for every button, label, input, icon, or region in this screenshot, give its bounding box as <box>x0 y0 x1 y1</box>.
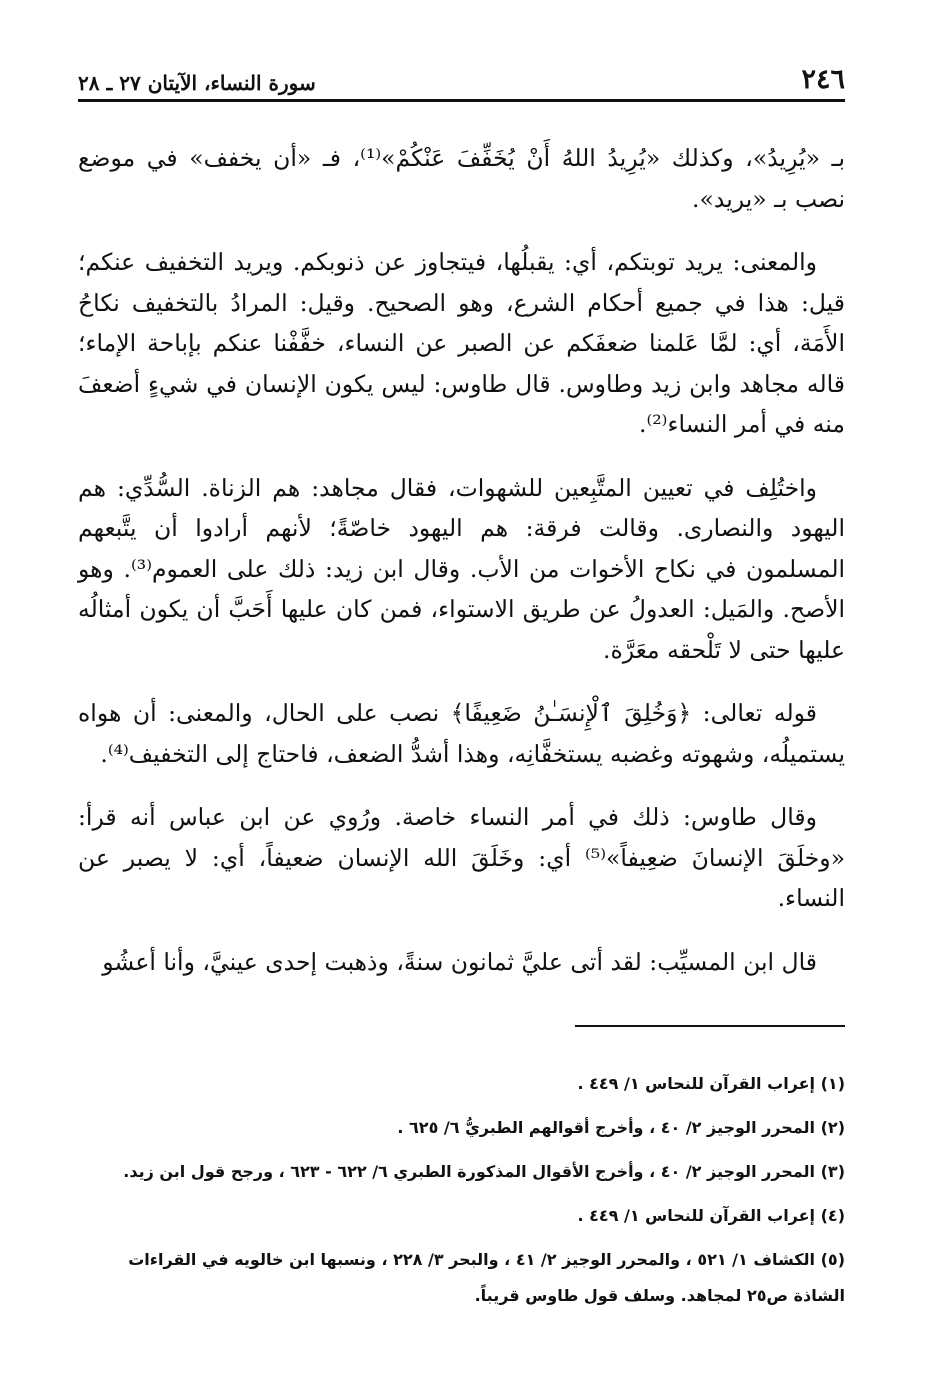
footnotes <box>78 1062 845 1314</box>
paragraph: واختُلِف في تعيين المتَّبِعين للشهوات، فقال مجاهد: هم الزناة. السُّدِّي: هم اليهود والنصارى. وقالت فرقة: هم اليهود خاصّةً؛ لأنهم أرادوا أن يتَّبعهم المسلمون في نكاح الأخوات من الأب. وقال ابن زيد: ذلك على العموم⁽³⁾. وهو الأصح. والمَيل: العدولُ عن طريق الاستواء، فمن كان عليها أَحَبَّ أن يكون أمثالُه عليها حتى لا تَلْحقه معَرَّة. <box>78 473 846 664</box>
paragraph: بـ «يُرِيدُ»، وكذلك «يُرِيدُ اللهُ أَنْ يُخَفِّفَ عَنْكُمْ»⁽¹⁾، فـ «أن يخفف» في موضع نصب بـ «يريد». <box>78 144 845 213</box>
page-header <box>78 60 845 102</box>
footnote: (٣) المحرر الوجيز ٢/ ٤٠ ، وأخرج الأقوال المذكورة الطبري ٦/ ٦٢٢ - ٦٢٣ ، ورجح قول ابن زيد. <box>123 1162 845 1181</box>
paragraph: والمعنى: يريد توبتكم، أي: يقبلُها، فيتجاوز عن ذنوبكم. ويريد التخفيف عنكم؛ قيل: هذا في جميع أحكام الشرع، وهو الصحيح. وقيل: المرادُ بالتخفيف نكاحُ الأَمَة، أي: لمَّا عَلمنا ضعفَكم عن الصبر عن النساء، خفَّفْنا عنكم بإباحة الإماء؛ قاله مجاهد وابن زيد وطاوس. قال طاوس: ليس يكون الإنسان في شيءٍ أضعفَ منه في أمر النساء⁽²⁾. <box>78 248 845 438</box>
page-number: ٢٤٦ <box>801 64 845 95</box>
footnote: (١) إعراب القرآن للنحاس ١/ ٤٤٩ . <box>577 1074 845 1093</box>
paragraph: قوله تعالى: ﴿وَخُلِقَ ٱلْإِنسَـٰنُ ضَعِيفًا﴾ نصب على الحال، والمعنى: أن هواه يستميلُه، وشهوته وغضبه يستخفَّانِه، وهذا أشدُّ الضعف، فاحتاج إلى التخفيف⁽⁴⁾. <box>78 699 845 768</box>
footnote: (٢) المحرر الوجيز ٢/ ٤٠ ، وأخرج أقوالهم الطبريُّ ٦/ ٦٢٥ . <box>397 1118 845 1137</box>
paragraph: قال ابن المسيِّب: لقد أتى عليَّ ثمانون سنةً، وذهبت إحدى عينيَّ، وأنا أعشُو <box>102 947 817 976</box>
footnote-separator <box>575 1025 845 1027</box>
footnote: (٤) إعراب القرآن للنحاس ١/ ٤٤٩ . <box>577 1206 845 1225</box>
main-text <box>78 138 845 1005</box>
footnote: (٥) الكشاف ١/ ٥٢١ ، والمحرر الوجيز ٢/ ٤١ ، والبحر ٣/ ٢٢٨ ، ونسبها ابن خالويه في القراءات الشاذة ص٢٥ لمجاهد. وسلف قول طاوس قريباً. <box>128 1250 845 1305</box>
paragraph: وقال طاوس: ذلك في أمر النساء خاصة. ورُوي عن ابن عباس أنه قرأ: «وخلَقَ الإنسانَ ضعِيفاً»⁽⁵⁾ أي: وخَلَقَ الله الإنسان ضعيفاً، أي: لا يصبر عن النساء. <box>78 803 845 912</box>
running-title: سورة النساء، الآيتان ٢٧ ـ ٢٨ <box>78 71 316 95</box>
